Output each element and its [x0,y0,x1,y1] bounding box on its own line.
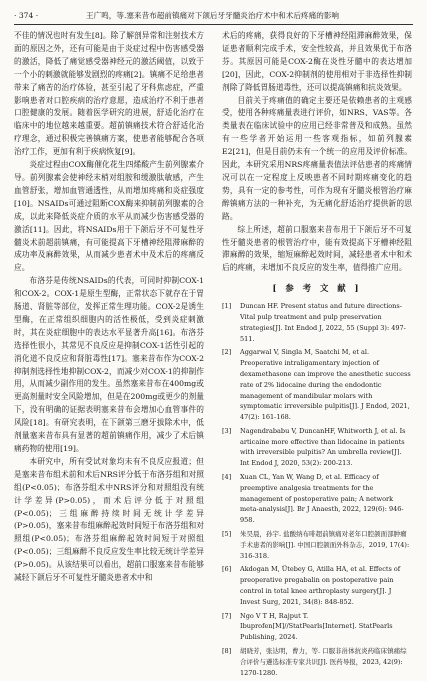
reference-text: 胡晓芳，张达明，曹力，等. 口服非甾体抗炎药临床镇痛综合评价与遴选标准专家共识[J]. 医药导报，2023, 42(9): 1270-1280. [240,647,407,677]
reference-text: Ngo V T H, Rajput T. Ibuprofen[M]//StatPearls[Internet]. StatPearls Publishing, 2024. [240,611,393,642]
running-header [14,8,413,25]
reference-item [222,564,412,607]
reference-item [222,472,412,526]
reference-item [222,347,412,423]
reference-item [222,301,412,344]
reference-item [222,611,412,643]
body-paragraph: 炎症过程由COX酶催化花生四烯酸产生前列腺素介导。前列腺素会使神经末梢对组胺和缓激肽敏感，产生血管舒张，增加血管通透性，从而增加疼痛和炎症强度[10]。NSAIDs可通过阻断COX酶来抑制前列腺素的合成，以此来降低炎症介质的水平从而减少伤害感受器的激活[11]。因此，将NSAIDs用于下颌后牙不可复性牙髓炎术前超前镇痛，有可能提高下牙槽神经阻滞麻醉的成功率及麻醉效果，从而减少患者术中及术后的疼痛反应。 [14,160,204,273]
reference-number: [4] [222,473,232,482]
reference-item [222,426,412,469]
running-title: 王广鸣，等.塞来昔布超前镇痛对下颌后牙牙髓炎治疗术中和术后疼痛的影响 [86,11,340,20]
reference-text: Nagendrababu V, DuncanHF, Whitworth J, et al. Is articaine more effective than lidocaine in patients with irreversible pulpitis? An umbrella review[J]. Int Endod J, 2020, 53(2): 200-213. [240,426,406,468]
reference-number: [8] [222,647,232,656]
reference-item [222,646,412,678]
reference-number: [7] [222,611,232,620]
reference-number: [6] [222,565,232,574]
reference-number: [1] [222,302,232,311]
left-column [14,30,204,585]
reference-text: Akdogan M, Ütebey G, Atilla HA, et al. Effects of preoperative pregabalin on postoperative pain control in total knee arthroplasty surgery[J]. J Invest Surg, 2021, 34(8): 848-852. [240,565,401,606]
body-paragraph: 术后的疼痛，获得良好的下牙槽神经阻滞麻醉效果，保证患者顺利完成手术，安全性较高，并且效果优于布洛芬。其原因可能是COX-2酶在炎性牙髓中的表达增加[20]，因此，COX-2抑制剂的使用相对于非选择性抑制剂除了降低胃肠道毒性，还可以提高镇痛和抗炎效果。 [222,31,412,92]
page-number: · 374 · [14,11,39,20]
reference-list [222,301,412,678]
body-paragraph: 目前关于疼痛值的确定主要还是依赖患者的主观感受，使用各种疼痛量表进行评价，如NRS、VAS等。各类量表在临床试验中的应用已经非常普及和成熟。虽然有一些学者开始运用一些客观指标，如前列腺素E2[21]，但是目前仍未有一个统一的应用及评价标准。因此，本研究采用NRS疼痛量表值法评估患者的疼痛情况可以在一定程度上反映患者不同时期疼痛变化的趋势，具有一定的参考性，可作为现有牙髓炎根管治疗麻醉镇痛方法的一种补充，为无痛化舒适治疗提供新的思路。 [222,95,412,221]
reference-text: Aggarwal V, Singla M, Saatchi M, et al. Preoperative intraligamentary injection of dexamethasone can improve the anesthetic success rate of 2% lidocaine during the endodontic management of mandibular molars with symptomatic irreversible pulpitis[J]. J Endod, 2021, 47(2): 161-168. [240,348,411,422]
body-paragraph: 综上所述，超前口服塞来昔布用于下颌后牙不可复性牙髓炎患者的根管治疗中，能有效提高下牙槽神经阻滞麻醉的效果，缩短麻醉起效时间，减轻患者术中和术后的疼痛，未增加不良反应的发生率，值得推广应用。 [222,224,412,273]
right-column [222,30,412,681]
reference-text: Duncan HF. Present status and future directions-Vital pulp treatment and pulp preservation strategies[J]. Int Endod J, 2022, 55 (Suppl 3): 497-511. [240,302,406,343]
reference-text: Xuan CL, Yan W, Wang D, et al. Efficacy of preemptive analgesia treatments for the management of postoperative pain; A network meta-analysis[J]. Br J Anaesth, 2022, 129(6): 946-958. [240,473,404,525]
reference-number: [3] [222,426,232,435]
body-paragraph: 不佳的情况也时有发生[8]。除了解剖异常和注射技术方面的原因之外，还有可能是由于炎症过程中伤害感受器的激活，降低了痛觉感受器神经元的激活阈值，以致于一个小的刺激就能够发剧烈的疼痛[2]。镇痛不足给患者带来了痛苦的治疗体验，甚至引起了牙科焦虑症，严重影响患者对口腔疾病的治疗意愿，造成治疗不利于患者口腔健康的发展。随着医学研究的进展，舒适化治疗在临床中的地位越来越重要。超前镇痛技术符合舒适化治疗理念，通过积极完善镇痛方案，使患者能够配合各项治疗工作，更加有利于疾病恢复[9]。 [14,31,204,157]
reference-item [222,529,412,561]
reference-number: [2] [222,348,232,357]
reference-text: 朱昊晨，孙宇. 盐酸纳布啡超前镇痛对老年口腔颌面部肿瘤手术患者的影响[J]. 中国口腔颌面外科杂志，2019, 17(4): 316-318. [240,530,410,560]
body-paragraph: 本研究中，所有受试对象均未有不良反应报道；但是塞来昔布组术前和术后NRS评分低于布洛芬组和对照组(P<0.05)；布洛芬组术中NRS评分和对照组没有统计学差异(P>0.05)，而术后评分低于对照组(P<0.05)；三组麻醉持续时间无统计学差异(P>0.05)，塞来昔布组麻醉起效时间短于布洛芬组和对照组(P<0.05)；布洛芬组麻醉起效时间短于对照组(P<0.05)；三组麻醉不良反应发生率比较无统计学差异(P>0.05)。从该结果可以看出，超前口服塞来昔布能够减轻下颌后牙不可复性牙髓炎患者术中和 [14,456,204,583]
body-paragraph: 布洛芬是传统NSAIDs的代表，可同时抑制COX-1和COX-2。COX-1是原生型酶，正常状态下就存在于胃肠道、肾脏等部位，发挥正常生理功能。COX-2是诱生型酶，在正常组织细胞内的活性极低，受到炎症刺激时，其在炎症细胞中的表达水平显著升高[16]。布洛芬选择性很小，其常见不良反应是抑制COX-1活性引起的消化道不良反应和肾脏毒性[17]。塞来昔布作为COX-2抑制剂选择性地抑制COX-2，而减少对COX-1的抑制作用，从而减少副作用的发生。虽然塞来昔布在400mg或更高剂量时安全风险增加，但是在200mg或更少的剂量下，没有明确的证据表明塞来昔布会增加心血管事件的风险[18]。有研究表明，在下颌第三磨牙拔除术中，低剂量塞来昔布具有显著的超前镇痛作用，减少了术后镇痛药物的使用[19]。 [14,276,204,453]
reference-number: [5] [222,530,232,539]
references-heading: [ 参 考 文 献 ] [272,283,362,294]
